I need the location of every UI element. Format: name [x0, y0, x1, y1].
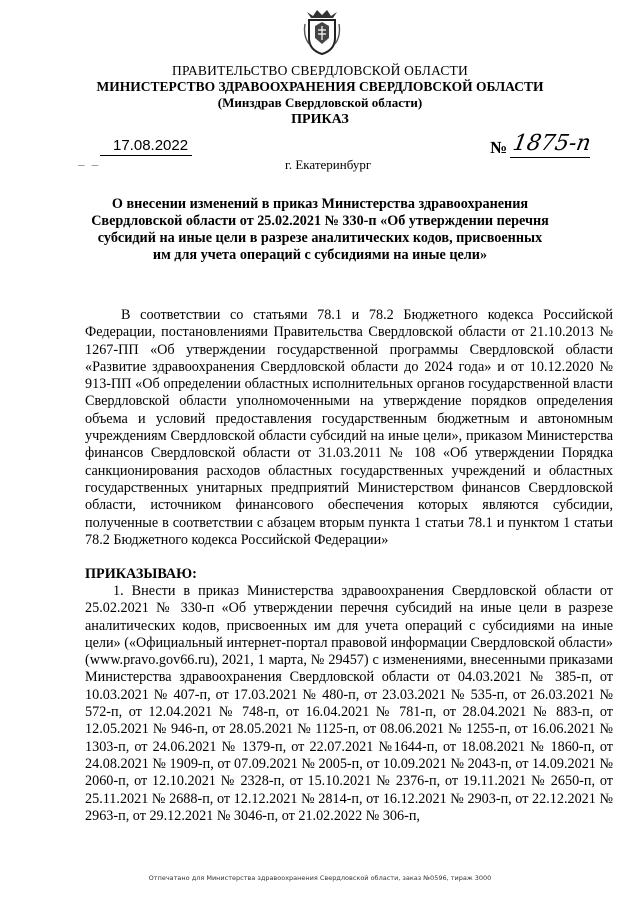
document-city: г. Екатеринбург [285, 157, 372, 172]
document-date: 17.08.2022 [113, 137, 189, 154]
number-label: № [490, 138, 508, 157]
coat-of-arms-emblem [303, 8, 341, 56]
item-1-paragraph: 1. Внести в приказ Министерства здравоохранения Свердловской области от 25.02.2021 № 330-п «Об утверждении перечня субсидий на иные цели в разрезе аналитических кодов, присвоенных им для учета операций с субсидиями на иные цели» («Официальный интернет-портал правовой информации Свердловской области» (www.pravo.gov66.ru), 2021, 1 марта, № 29457) с изменениями, внесенными приказами Министерства здравоохранения Свердловской области от 04.03.2021 № 385-п, от 10.03.2021 № 407-п, от 17.03.2021 № 480-п, от 23.03.2021 № 535-п, от 26.03.2021 № 572-п, от 12.04.2021 № 748-п, от 16.04.2021 № 781-п, от 28.04.2021 № 883-п, от 12.05.2021 № 946-п, от 28.05.2021 № 1125-п, от 08.06.2021 № 1255-п, от 16.06.2021 № 1303-п, от 24.06.2021 № 1379-п, от 22.07.2021 №1644-п, от 18.08.2021 № 1860-п, от 24.08.2021 № 1909-п, от 07.09.2021 № 2005-п, от 10.09.2021 № 2043-п, от 14.09.2021 № 2060-п, от 12.10.2021 № 2328-п, от 15.10.2021 № 2376-п, от 19.11.2021 № 2650-п, от 25.11.2021 № 2688-п, от 12.12.2021 № 2814-п, от 16.12.2021 № 2903-п, от 22.12.2021 № 2963-п, от 29.12.2021 № 3046-п, от 21.02.2022 № 306-п, [85, 583, 613, 824]
ministry-short-name: (Минздрав Свердловской области) [217, 95, 423, 110]
document-type: ПРИКАЗ [291, 112, 349, 127]
document-title: О внесении изменений в приказ Министерства здравоохранения Свердловской области от 25.02.2021 № 330-п «Об утверждении перечня субсидий на иные цели в разрезе аналитических кодов, присвоенных им для учета операций с субсидиями на иные цели» [91, 196, 549, 263]
order-word: ПРИКАЗЫВАЮ: [85, 566, 197, 582]
document-number-handwritten: 1875-п [510, 131, 593, 156]
government-name: ПРАВИТЕЛЬСТВО СВЕРДЛОВСКОЙ ОБЛАСТИ [172, 63, 468, 78]
print-footer: Отпечатано для Министерства здравоохранения Свердловской области, заказ №0596, тираж 3000 [148, 874, 492, 882]
preamble-paragraph: В соответствии со статьями 78.1 и 78.2 Бюджетного кодекса Российской Федерации, постановлениями Правительства Свердловской области от 21.10.2013 № 1267-ПП «Об утверждении государственной программы Свердловской области «Развитие здравоохранения Свердловской области до 2024 года» и от 10.12.2020 № 913-ПП «Об определении областных исполнительных органов государственной власти Свердловской области уполномоченными на утверждение порядков определения объема и условий предоставления государственным бюджетным и автономным учреждениям Свердловской области субсидий на иные цели», приказом Министерства финансов Свердловской области от 31.03.2011 № 108 «Об утверждении Порядка санкционирования расходов областных государственных учреждений и областных государственных унитарных предприятий Министерством финансов Свердловской области, источником финансового обеспечения которых являются субсидии, полученные в соответствии с абзацем вторым пункта 1 статьи 78.1 и пунктом 1 статьи 78.2 Бюджетного кодекса Российской Федерации» [85, 307, 613, 548]
number-underline [510, 157, 590, 158]
date-underline [100, 155, 192, 156]
ministry-name: МИНИСТЕРСТВО ЗДРАВООХРАНЕНИЯ СВЕРДЛОВСКОЙ ОБЛАСТИ [96, 79, 544, 94]
date-dashes: _ _ [78, 152, 101, 167]
